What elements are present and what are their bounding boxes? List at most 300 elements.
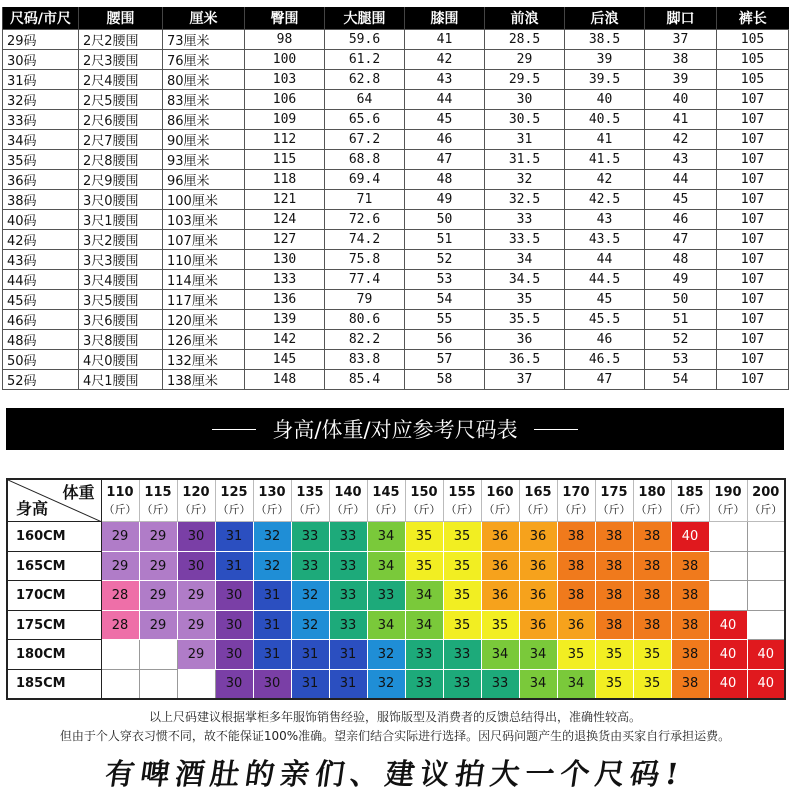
size-cell: 34	[519, 640, 557, 670]
weight-value: 110	[106, 484, 134, 500]
size-cell: 35	[443, 610, 481, 640]
size-cell: 34	[519, 669, 557, 699]
table-cell: 103	[245, 70, 325, 90]
height-row	[7, 581, 785, 611]
column-header: 脚口	[645, 7, 717, 30]
table-cell: 3尺1腰围	[79, 210, 163, 230]
table-cell: 82.2	[325, 330, 405, 350]
size-cell: 29	[101, 551, 139, 581]
weight-value: 130	[258, 484, 286, 500]
table-cell: 51	[405, 230, 485, 250]
empty-cell	[139, 669, 177, 699]
table-cell: 32.5	[485, 190, 565, 210]
table-cell: 107厘米	[163, 230, 245, 250]
table-cell: 62.8	[325, 70, 405, 90]
table-cell: 35码	[3, 150, 79, 170]
height-row	[7, 522, 785, 552]
table-cell: 61.2	[325, 50, 405, 70]
table-cell: 43	[405, 70, 485, 90]
table-cell: 107	[717, 330, 789, 350]
weight-value: 170	[562, 484, 590, 500]
table-cell: 31	[485, 130, 565, 150]
column-header: 裤长	[717, 7, 789, 30]
table-cell: 47	[645, 230, 717, 250]
table-cell: 44	[565, 250, 645, 270]
size-cell: 29	[177, 581, 215, 611]
height-row	[7, 640, 785, 670]
size-cell: 33	[443, 669, 481, 699]
size-cell: 33	[329, 522, 367, 552]
size-cell: 35	[443, 581, 481, 611]
column-header: 尺码/市尺	[3, 7, 79, 30]
table-cell: 36.5	[485, 350, 565, 370]
weight-value: 175	[600, 484, 628, 500]
height-label: 160CM	[7, 522, 101, 552]
table-cell: 50码	[3, 350, 79, 370]
table-cell: 64	[325, 90, 405, 110]
size-cell: 38	[557, 522, 595, 552]
size-cell: 36	[557, 610, 595, 640]
size-cell: 38	[557, 551, 595, 581]
table-cell: 46码	[3, 310, 79, 330]
size-cell: 38	[557, 581, 595, 611]
size-cell: 33	[329, 610, 367, 640]
weight-column-header	[253, 479, 291, 522]
table-cell: 110厘米	[163, 250, 245, 270]
table-cell: 30码	[3, 50, 79, 70]
empty-cell	[709, 522, 747, 552]
table-row	[3, 350, 789, 370]
empty-cell	[101, 669, 139, 699]
table-cell: 98	[245, 30, 325, 50]
table-cell: 29	[485, 50, 565, 70]
table-cell: 74.2	[325, 230, 405, 250]
table-cell: 38	[645, 50, 717, 70]
reference-chart-banner	[6, 408, 784, 450]
weight-axis-label: 体重	[62, 483, 95, 502]
table-cell: 34	[485, 250, 565, 270]
table-cell: 136	[245, 290, 325, 310]
table-row	[3, 250, 789, 270]
size-cell: 32	[291, 610, 329, 640]
height-row	[7, 551, 785, 581]
weight-value: 140	[334, 484, 362, 500]
size-cell: 29	[177, 640, 215, 670]
table-cell: 33码	[3, 110, 79, 130]
banner-dash-right	[534, 429, 578, 430]
size-cell: 35	[481, 610, 519, 640]
slogan-text: 有啤酒肚的亲们、建议拍大一个尺码!	[103, 757, 687, 791]
table-cell: 52	[645, 330, 717, 350]
table-cell: 35.5	[485, 310, 565, 330]
table-cell: 133	[245, 270, 325, 290]
table-cell: 3尺3腰围	[79, 250, 163, 270]
table-cell: 44	[645, 170, 717, 190]
table-cell: 148	[245, 370, 325, 390]
size-cell: 40	[709, 640, 747, 670]
size-cell: 30	[215, 640, 253, 670]
size-cell: 36	[481, 551, 519, 581]
weight-column-header	[595, 479, 633, 522]
table-cell: 34码	[3, 130, 79, 150]
table-cell: 65.6	[325, 110, 405, 130]
weight-column-header	[101, 479, 139, 522]
empty-cell	[139, 640, 177, 670]
size-cell: 29	[139, 551, 177, 581]
weight-unit: （斤）	[369, 502, 403, 516]
table-cell: 105	[717, 30, 789, 50]
table-cell: 42码	[3, 230, 79, 250]
table-cell: 41	[645, 110, 717, 130]
table-cell: 28.5	[485, 30, 565, 50]
size-cell: 33	[291, 551, 329, 581]
table-cell: 107	[717, 90, 789, 110]
table-cell: 2尺9腰围	[79, 170, 163, 190]
weight-unit: （斤）	[141, 502, 175, 516]
weight-column-header	[291, 479, 329, 522]
note-line: 以上尺码建议根据掌柜多年服饰销售经验，服饰版型及消费者的反馈总结得出，准确性较高。	[148, 710, 641, 724]
table-cell: 41	[405, 30, 485, 50]
banner-title: 身高/体重/对应参考尺码表	[272, 418, 518, 442]
table-cell: 68.8	[325, 150, 405, 170]
size-cell: 38	[595, 610, 633, 640]
size-cell: 38	[595, 581, 633, 611]
weight-unit: （斤）	[711, 502, 745, 516]
table-cell: 45	[405, 110, 485, 130]
table-cell: 44	[405, 90, 485, 110]
table-cell: 145	[245, 350, 325, 370]
empty-cell	[709, 551, 747, 581]
size-notes	[0, 708, 790, 746]
size-cell: 32	[253, 551, 291, 581]
table-cell: 40	[645, 90, 717, 110]
size-cell: 30	[177, 522, 215, 552]
table-cell: 80.6	[325, 310, 405, 330]
table-cell: 4尺0腰围	[79, 350, 163, 370]
table-cell: 2尺3腰围	[79, 50, 163, 70]
table-cell: 107	[717, 210, 789, 230]
table-cell: 31码	[3, 70, 79, 90]
weight-column-header	[367, 479, 405, 522]
empty-cell	[101, 640, 139, 670]
table-cell: 45码	[3, 290, 79, 310]
height-row	[7, 669, 785, 699]
weight-unit: （斤）	[255, 502, 289, 516]
table-cell: 42	[405, 50, 485, 70]
table-cell: 132厘米	[163, 350, 245, 370]
table-cell: 83厘米	[163, 90, 245, 110]
size-cell: 29	[139, 522, 177, 552]
table-cell: 36码	[3, 170, 79, 190]
table-cell: 2尺8腰围	[79, 150, 163, 170]
size-cell: 35	[443, 551, 481, 581]
table-cell: 49	[405, 190, 485, 210]
table-cell: 93厘米	[163, 150, 245, 170]
table-cell: 115	[245, 150, 325, 170]
table-cell: 121	[245, 190, 325, 210]
size-cell: 35	[595, 640, 633, 670]
table-cell: 139	[245, 310, 325, 330]
size-measurement-table	[2, 7, 789, 390]
table-cell: 118	[245, 170, 325, 190]
table-cell: 71	[325, 190, 405, 210]
table-cell: 107	[717, 170, 789, 190]
column-header: 前浪	[485, 7, 565, 30]
table-cell: 117厘米	[163, 290, 245, 310]
size-cell: 38	[671, 640, 709, 670]
weight-header-row	[7, 479, 785, 522]
table-cell: 107	[717, 310, 789, 330]
weight-column-header	[519, 479, 557, 522]
table-cell: 67.2	[325, 130, 405, 150]
size-cell: 33	[291, 522, 329, 552]
empty-cell	[709, 581, 747, 611]
table-cell: 47	[565, 370, 645, 390]
height-axis-label: 身高	[16, 499, 49, 519]
weight-column-header	[443, 479, 481, 522]
size-cell: 40	[747, 640, 785, 670]
table-cell: 56	[405, 330, 485, 350]
weight-unit: （斤）	[293, 502, 327, 516]
table-row	[3, 290, 789, 310]
table-row	[3, 370, 789, 390]
height-weight-size-chart	[6, 478, 786, 700]
weight-unit: （斤）	[179, 502, 213, 516]
table-cell: 127	[245, 230, 325, 250]
table-cell: 29.5	[485, 70, 565, 90]
table-cell: 2尺5腰围	[79, 90, 163, 110]
weight-column-header	[139, 479, 177, 522]
table-cell: 29码	[3, 30, 79, 50]
table-cell: 76厘米	[163, 50, 245, 70]
table-cell: 40.5	[565, 110, 645, 130]
size-cell: 29	[101, 522, 139, 552]
weight-value: 135	[296, 484, 324, 500]
size-cell: 36	[519, 551, 557, 581]
size-cell: 33	[329, 581, 367, 611]
table-cell: 2尺7腰围	[79, 130, 163, 150]
height-label: 175CM	[7, 610, 101, 640]
table-cell: 72.6	[325, 210, 405, 230]
table-cell: 107	[717, 290, 789, 310]
table-cell: 53	[645, 350, 717, 370]
table-cell: 40码	[3, 210, 79, 230]
table-cell: 90厘米	[163, 130, 245, 150]
size-cell: 38	[633, 581, 671, 611]
table-cell: 39	[565, 50, 645, 70]
table-cell: 86厘米	[163, 110, 245, 130]
table-cell: 55	[405, 310, 485, 330]
weight-unit: （斤）	[483, 502, 517, 516]
table-cell: 44码	[3, 270, 79, 290]
size-cell: 30	[215, 669, 253, 699]
weight-column-header	[633, 479, 671, 522]
size-cell: 29	[177, 610, 215, 640]
table-cell: 45	[645, 190, 717, 210]
size-table-header	[3, 7, 789, 30]
table-cell: 100	[245, 50, 325, 70]
weight-column-header	[405, 479, 443, 522]
table-cell: 57	[405, 350, 485, 370]
table-cell: 106	[245, 90, 325, 110]
table-cell: 112	[245, 130, 325, 150]
size-cell: 32	[291, 581, 329, 611]
table-cell: 83.8	[325, 350, 405, 370]
size-cell: 31	[291, 669, 329, 699]
weight-unit: （斤）	[559, 502, 593, 516]
table-cell: 43码	[3, 250, 79, 270]
table-cell: 33.5	[485, 230, 565, 250]
column-header: 臀围	[245, 7, 325, 30]
weight-unit: （斤）	[331, 502, 365, 516]
banner-dash-left	[212, 429, 256, 430]
table-cell: 48码	[3, 330, 79, 350]
size-cell: 35	[633, 669, 671, 699]
size-cell: 33	[329, 551, 367, 581]
size-cell: 31	[253, 610, 291, 640]
size-cell: 40	[671, 522, 709, 552]
table-cell: 107	[717, 250, 789, 270]
size-cell: 35	[557, 640, 595, 670]
table-row	[3, 50, 789, 70]
weight-column-header	[215, 479, 253, 522]
size-cell: 30	[215, 581, 253, 611]
table-cell: 109	[245, 110, 325, 130]
size-cell: 31	[215, 551, 253, 581]
table-cell: 38.5	[565, 30, 645, 50]
size-cell: 31	[253, 581, 291, 611]
table-cell: 3尺2腰围	[79, 230, 163, 250]
size-cell: 38	[595, 551, 633, 581]
table-cell: 2尺2腰围	[79, 30, 163, 50]
size-cell: 31	[329, 669, 367, 699]
size-cell: 31	[329, 640, 367, 670]
size-cell: 34	[367, 522, 405, 552]
table-cell: 47	[405, 150, 485, 170]
table-cell: 107	[717, 110, 789, 130]
size-cell: 34	[405, 610, 443, 640]
weight-column-header	[671, 479, 709, 522]
size-cell: 38	[671, 581, 709, 611]
table-cell: 32	[485, 170, 565, 190]
table-cell: 51	[645, 310, 717, 330]
size-cell: 31	[253, 640, 291, 670]
column-header: 腰围	[79, 7, 163, 30]
height-label: 180CM	[7, 640, 101, 670]
weight-column-header	[747, 479, 785, 522]
table-cell: 107	[717, 270, 789, 290]
weight-unit: （斤）	[635, 502, 669, 516]
table-row	[3, 150, 789, 170]
table-row	[3, 130, 789, 150]
table-cell: 130	[245, 250, 325, 270]
size-cell: 29	[139, 581, 177, 611]
empty-cell	[747, 551, 785, 581]
table-cell: 107	[717, 230, 789, 250]
table-cell: 45	[565, 290, 645, 310]
size-cell: 34	[367, 551, 405, 581]
weight-column-header	[329, 479, 367, 522]
size-cell: 38	[633, 551, 671, 581]
size-cell: 35	[405, 522, 443, 552]
table-cell: 73厘米	[163, 30, 245, 50]
table-cell: 59.6	[325, 30, 405, 50]
size-cell: 40	[747, 669, 785, 699]
table-cell: 30.5	[485, 110, 565, 130]
table-cell: 41	[565, 130, 645, 150]
size-cell: 30	[177, 551, 215, 581]
size-cell: 40	[709, 610, 747, 640]
table-cell: 138厘米	[163, 370, 245, 390]
table-cell: 69.4	[325, 170, 405, 190]
size-cell: 36	[519, 581, 557, 611]
weight-value: 185	[676, 484, 704, 500]
size-cell: 32	[253, 522, 291, 552]
weight-unit: （斤）	[445, 502, 479, 516]
weight-value: 120	[182, 484, 210, 500]
empty-cell	[177, 669, 215, 699]
table-cell: 3尺0腰围	[79, 190, 163, 210]
weight-value: 180	[638, 484, 666, 500]
table-cell: 120厘米	[163, 310, 245, 330]
weight-unit: （斤）	[597, 502, 631, 516]
table-cell: 52	[405, 250, 485, 270]
table-cell: 48	[405, 170, 485, 190]
table-row	[3, 30, 789, 50]
size-cell: 30	[253, 669, 291, 699]
size-cell: 35	[595, 669, 633, 699]
table-cell: 96厘米	[163, 170, 245, 190]
size-cell: 38	[595, 522, 633, 552]
header-corner	[7, 479, 101, 522]
table-cell: 2尺6腰围	[79, 110, 163, 130]
table-cell: 41.5	[565, 150, 645, 170]
size-cell: 36	[519, 610, 557, 640]
table-cell: 77.4	[325, 270, 405, 290]
size-cell: 33	[367, 581, 405, 611]
column-header: 厘米	[163, 7, 245, 30]
size-cell: 28	[101, 581, 139, 611]
size-cell: 33	[443, 640, 481, 670]
size-cell: 38	[671, 669, 709, 699]
table-cell: 3尺4腰围	[79, 270, 163, 290]
table-cell: 105	[717, 50, 789, 70]
size-cell: 31	[291, 640, 329, 670]
table-cell: 54	[645, 370, 717, 390]
height-label: 170CM	[7, 581, 101, 611]
size-cell: 36	[519, 522, 557, 552]
table-row	[3, 210, 789, 230]
table-cell: 107	[717, 190, 789, 210]
table-cell: 33	[485, 210, 565, 230]
table-cell: 107	[717, 130, 789, 150]
weight-unit: （斤）	[521, 502, 555, 516]
empty-cell	[747, 610, 785, 640]
table-cell: 58	[405, 370, 485, 390]
table-row	[3, 110, 789, 130]
table-cell: 107	[717, 150, 789, 170]
table-cell: 43	[565, 210, 645, 230]
table-cell: 75.8	[325, 250, 405, 270]
table-row	[3, 330, 789, 350]
table-cell: 85.4	[325, 370, 405, 390]
size-cell: 38	[671, 551, 709, 581]
table-cell: 42.5	[565, 190, 645, 210]
table-row	[3, 90, 789, 110]
table-cell: 53	[405, 270, 485, 290]
table-cell: 49	[645, 270, 717, 290]
weight-column-header	[709, 479, 747, 522]
